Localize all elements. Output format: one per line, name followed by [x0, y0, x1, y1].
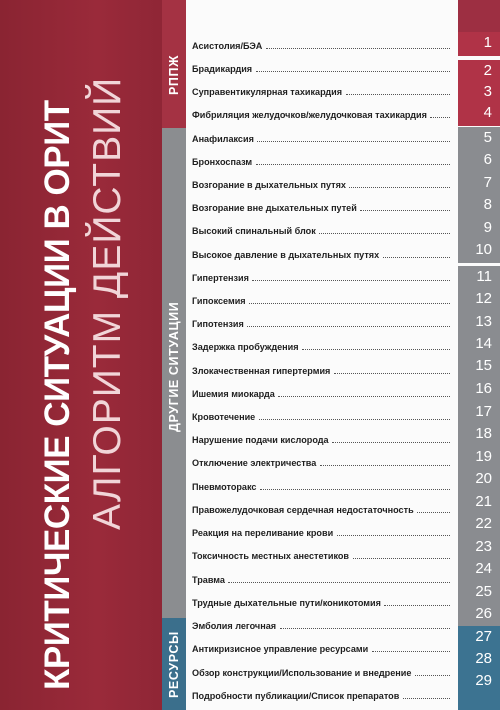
toc-entry-label: Возгорание вне дыхательных путей: [192, 203, 357, 213]
section-tab[interactable]: [458, 311, 500, 335]
section-tab[interactable]: [458, 536, 500, 560]
toc-dot-leader: [259, 417, 450, 420]
section-tab-number: 20: [475, 470, 492, 487]
section-tab[interactable]: [458, 626, 500, 650]
toc-dot-leader: [337, 533, 450, 536]
toc-dot-leader: [334, 371, 450, 374]
toc-entry-label: Задержка пробуждения: [192, 342, 299, 352]
section-tab[interactable]: [458, 468, 500, 492]
toc-entry-label: Возгорание в дыхательных путях: [192, 180, 346, 190]
toc-entry[interactable]: [192, 335, 454, 355]
toc-dot-leader: [266, 46, 450, 49]
toc-entry[interactable]: [192, 196, 454, 216]
section-tab[interactable]: [458, 648, 500, 672]
toc-entry-label: Правожелудочковая сердечная недостаточность: [192, 505, 414, 515]
toc-entry[interactable]: [192, 684, 454, 704]
section-label-rppzh: РППЖ: [167, 54, 181, 95]
toc-dot-leader: [228, 580, 450, 583]
toc-entry[interactable]: [192, 451, 454, 471]
toc-dot-leader: [430, 115, 450, 118]
section-tab-number: 23: [475, 538, 492, 555]
cover-text-block: [0, 0, 162, 710]
toc-dot-leader: [372, 649, 450, 652]
section-tabs: [458, 32, 500, 710]
section-tab-number: 9: [483, 219, 492, 236]
section-label-resources: РЕСУРСЫ: [167, 631, 181, 698]
toc-entry-label: Обзор конструкции/Использование и внедрение: [192, 668, 412, 678]
section-tab-number: 14: [475, 335, 492, 352]
toc-dot-leader: [257, 139, 450, 142]
section-tab-number: 29: [475, 672, 492, 689]
toc-dot-leader: [360, 208, 450, 211]
toc-entry[interactable]: [192, 428, 454, 448]
toc-entry[interactable]: [192, 661, 454, 681]
toc-entry[interactable]: [192, 544, 454, 564]
toc-entry[interactable]: [192, 57, 454, 77]
section-tab[interactable]: [458, 266, 500, 290]
section-strip: [162, 0, 186, 710]
toc-entry[interactable]: [192, 405, 454, 425]
section-tab[interactable]: [458, 217, 500, 241]
section-tab[interactable]: [458, 558, 500, 582]
toc-entry[interactable]: [192, 219, 454, 239]
section-tab-number: 21: [475, 493, 492, 510]
section-tab[interactable]: [458, 239, 500, 263]
toc-entry-label: Травма: [192, 575, 225, 585]
section-tab-number: 2: [483, 62, 492, 79]
section-other: [162, 128, 186, 618]
section-tab-number: 24: [475, 560, 492, 577]
toc-dot-leader: [346, 92, 450, 95]
toc-dot-leader: [320, 463, 450, 466]
section-tab-number: 19: [475, 448, 492, 465]
toc-entry-label: Бронхоспазм: [192, 157, 253, 167]
toc-entry-label: Токсичность местных анестетиков: [192, 551, 350, 561]
toc-entry-label: Трудные дыхательные пути/коникотомия: [192, 598, 381, 608]
section-tab-number: 1: [483, 34, 492, 51]
toc-entry[interactable]: [192, 127, 454, 147]
toc-entry-label: Ишемия миокарда: [192, 389, 275, 399]
section-tab[interactable]: [458, 423, 500, 447]
toc-entry-label: Кровотечение: [192, 412, 256, 422]
section-tab-number: 3: [483, 83, 492, 100]
toc-entry-label: Фибриляция желудочков/желудочковая тахикардия: [192, 110, 427, 120]
toc-entry-label: Гипотензия: [192, 319, 244, 329]
section-tab[interactable]: [458, 581, 500, 605]
toc-dot-leader: [403, 696, 450, 699]
section-tab-number: 27: [475, 628, 492, 645]
tab-top-cap: [458, 0, 500, 32]
section-tab[interactable]: [458, 194, 500, 218]
toc-dot-leader: [256, 69, 450, 72]
section-tab[interactable]: [458, 102, 500, 126]
toc-entry[interactable]: [192, 150, 454, 170]
toc-entry-label: Брадикардия: [192, 64, 253, 74]
section-tab[interactable]: [458, 378, 500, 402]
toc-entry[interactable]: [192, 568, 454, 588]
toc-dot-leader: [319, 231, 450, 234]
toc-entry-label: Отключение электричества: [192, 458, 317, 468]
section-tab-number: 8: [483, 196, 492, 213]
section-tab[interactable]: [458, 172, 500, 196]
section-tab[interactable]: [458, 491, 500, 515]
section-tab-number: 11: [476, 268, 492, 285]
toc-entry-label: Суправентикулярная тахикардия: [192, 87, 343, 97]
section-tab[interactable]: [458, 149, 500, 173]
toc-entry-label: Гипертензия: [192, 273, 249, 283]
cover-title: КРИТИЧЕСКИЕ СИТУАЦИИ В ОРИТ: [38, 100, 77, 690]
toc-entry-label: Злокачественная гипертермия: [192, 366, 331, 376]
section-tab-number: 25: [475, 583, 492, 600]
section-tab-number: 4: [483, 104, 492, 121]
section-tab-number: 7: [483, 174, 492, 191]
toc-entry-label: Реакция на переливание крови: [192, 528, 334, 538]
section-tab-number: 13: [475, 313, 492, 330]
toc-entry-label: Высокое давление в дыхательных путях: [192, 250, 380, 260]
toc-entry[interactable]: [192, 359, 454, 379]
section-tab[interactable]: [458, 127, 500, 151]
toc-entry-label: Пневмоторакс: [192, 482, 257, 492]
section-rppzh: [162, 0, 186, 128]
toc-entry[interactable]: [192, 80, 454, 100]
cover-band: [0, 0, 162, 710]
toc-entry-label: Нарушение подачи кислорода: [192, 435, 329, 445]
toc-entry-label: Асистолия/БЭА: [192, 41, 263, 51]
toc-entry[interactable]: [192, 312, 454, 332]
toc-dot-leader: [349, 185, 450, 188]
section-tab-number: 15: [475, 357, 492, 374]
toc-entry-label: Подробности публикации/Список препаратов: [192, 691, 400, 701]
toc-entry[interactable]: [192, 637, 454, 657]
section-tab[interactable]: [458, 355, 500, 379]
toc-entry-label: Антикризисное управление ресурсами: [192, 644, 369, 654]
toc-dot-leader: [384, 603, 450, 606]
toc-entry-label: Гипоксемия: [192, 296, 246, 306]
toc-entry-label: Высокий спинальный блок: [192, 226, 316, 236]
toc-dot-leader: [280, 626, 450, 629]
toc-entry-label: Анафилаксия: [192, 134, 254, 144]
toc-entry[interactable]: [192, 382, 454, 402]
toc-entry[interactable]: [192, 521, 454, 541]
section-tab[interactable]: [458, 32, 500, 56]
toc-entry[interactable]: [192, 243, 454, 263]
section-tab-number: 10: [475, 241, 492, 258]
toc-dot-leader: [256, 162, 450, 165]
section-tab-number: 16: [475, 380, 492, 397]
toc-dot-leader: [332, 440, 450, 443]
section-tab-number: 17: [475, 403, 492, 420]
toc-entry-label: Эмболия легочная: [192, 621, 277, 631]
section-resources: [162, 618, 186, 710]
toc-dot-leader: [302, 347, 450, 350]
toc-dot-leader: [417, 510, 450, 513]
toc-entry[interactable]: [192, 289, 454, 309]
section-tab[interactable]: [458, 603, 500, 627]
toc-dot-leader: [383, 255, 450, 258]
section-tab[interactable]: [458, 333, 500, 357]
section-label-other: ДРУГИЕ СИТУАЦИИ: [167, 301, 181, 432]
section-tab-number: 26: [475, 605, 492, 622]
section-tab[interactable]: [458, 446, 500, 470]
toc-dot-leader: [278, 394, 450, 397]
toc-entry[interactable]: [192, 103, 454, 123]
section-tab-number: 12: [475, 290, 492, 307]
toc-entry[interactable]: [192, 614, 454, 634]
toc-dot-leader: [260, 487, 450, 490]
toc-entry[interactable]: [192, 34, 454, 54]
section-tab-number: 22: [475, 515, 492, 532]
toc-entry[interactable]: [192, 475, 454, 495]
toc-entry[interactable]: [192, 591, 454, 611]
section-tab[interactable]: [458, 288, 500, 312]
cover-subtitle: АЛГОРИТМ ДЕЙСТВИЙ: [86, 76, 129, 530]
toc-dot-leader: [249, 301, 450, 304]
section-tab-number: 6: [483, 151, 492, 168]
section-tab-number: 28: [475, 650, 492, 667]
toc-dot-leader: [415, 673, 450, 676]
toc-dot-leader: [353, 556, 450, 559]
section-tab[interactable]: [458, 670, 500, 710]
toc-dot-leader: [247, 324, 450, 327]
toc-entry[interactable]: [192, 173, 454, 193]
section-tab[interactable]: [458, 401, 500, 425]
section-tab-number: 5: [483, 129, 492, 146]
toc-entry[interactable]: [192, 498, 454, 518]
section-tab[interactable]: [458, 513, 500, 537]
section-tab-number: 18: [475, 425, 492, 442]
toc-dot-leader: [252, 278, 450, 281]
toc-entry[interactable]: [192, 266, 454, 286]
